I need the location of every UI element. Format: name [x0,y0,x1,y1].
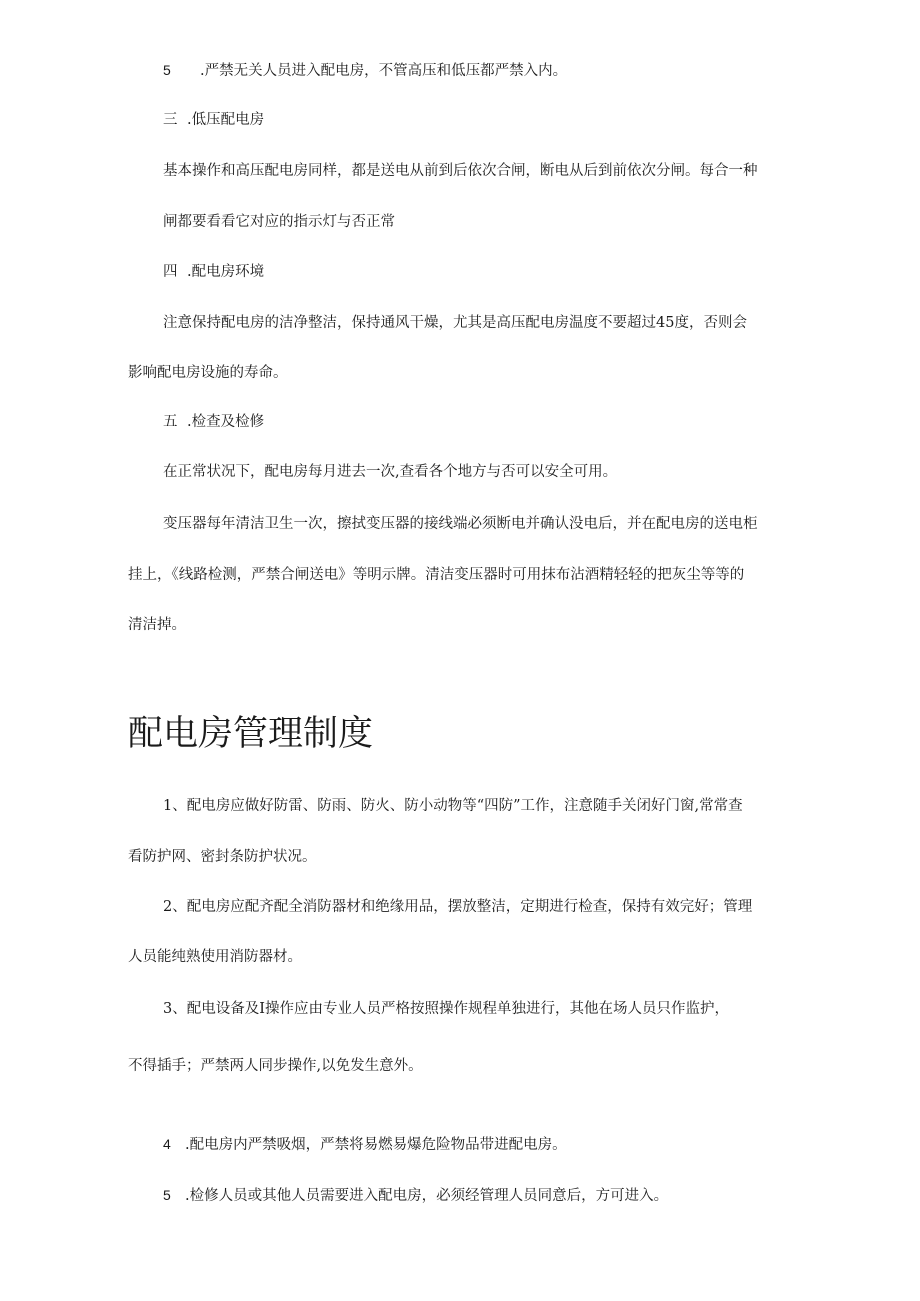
heading-number: 三 [163,112,178,128]
paragraph-line: 基本操作和高压配电房同样，都是送电从前到后依次合闸，断电从后到前依次分闸。每合一种 [163,163,758,179]
rule-text: .配电房内严禁吸烟，严禁将易燃易爆危险物品带进配电房。 [185,1137,567,1153]
item-number: 5 [163,62,171,78]
rule-3-line-1: 3、配电设备及I操作应由专业人员严格按照操作规程单独进行，其他在场人员只作监护， [163,1001,729,1017]
heading-text: .低压配电房 [187,112,265,128]
rule-2-line-1: 2、配电房应配齐配全消防器材和绝缘用品，摆放整洁，定期进行检查，保持有效完好；管理 [163,899,753,915]
paragraph-line: 变压器每年清洁卫生一次，擦拭变压器的接线端必须断电并确认没电后，并在配电房的送电柜 [163,516,758,532]
item-text: .严禁无关人员进入配电房，不管高压和低压都严禁入内。 [200,63,568,79]
paragraph-line: 清洁掉。 [128,617,186,633]
rule-3-line-2: 不得插手；严禁两人同步操作,以免发生意外。 [128,1058,423,1074]
rule-1-line-2: 看防护网、密封条防护状况。 [128,849,317,865]
page-title: 配电房管理制度 [128,714,374,754]
rule-2-line-2: 人员能纯熟使用消防器材。 [128,949,302,965]
paragraph-line: 注意保持配电房的洁净整洁，保持通风干燥，尤其是高压配电房温度不要超过45度，否则会 [163,315,747,331]
rule-text: .检修人员或其他人员需要进入配电房，必须经管理人员同意后，方可进入。 [185,1188,669,1204]
paragraph-line: 在正常状况下，配电房每月进去一次,查看各个地方与否可以安全可用。 [163,464,618,480]
paragraph-line: 挂上，《线路检测，严禁合闸送电》等明示牌。清洁变压器时可用抹布沾酒精轻轻的把灰尘等等的 [128,567,745,583]
rule-number: 5 [163,1187,171,1203]
heading-number: 五 [163,414,178,430]
section-heading-3 [163,110,264,130]
rule-number: 4 [163,1136,171,1152]
rule-5 [163,1185,668,1206]
section-heading-4 [163,262,264,282]
heading-text: .检查及检修 [187,414,265,430]
rule-1-line-1: 1、配电房应做好防雷、防雨、防火、防小动物等“四防”工作，注意随手关闭好门窗,常常查 [163,798,743,814]
heading-number: 四 [163,264,178,280]
list-item-5 [163,60,567,81]
section-heading-5 [163,412,264,432]
heading-text: .配电房环境 [187,264,265,280]
paragraph-line: 闸都要看看它对应的指示灯与否正常 [163,214,395,230]
paragraph-line: 影响配电房设施的寿命。 [128,365,288,381]
rule-4 [163,1134,567,1155]
